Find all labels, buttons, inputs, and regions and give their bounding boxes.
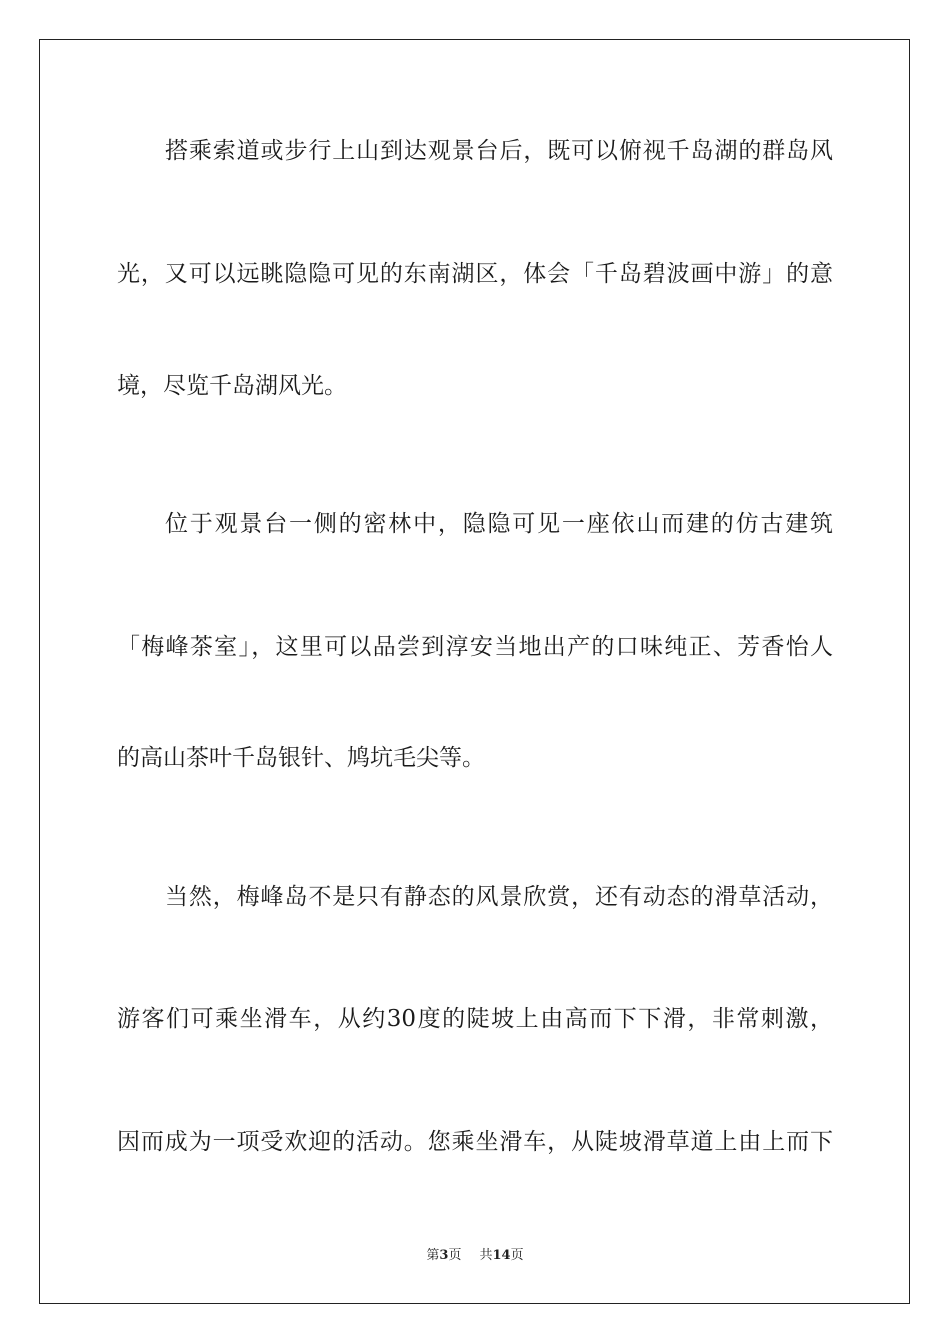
paragraph-2-line-1: 位于观景台一侧的密林中，隐隐可见一座依山而建的仿古建筑 [165, 511, 833, 537]
page-border [39, 39, 910, 1304]
paragraph-1-line-3: 境，尽览千岛湖风光。 [117, 373, 347, 399]
paragraph-1-line-1: 搭乘索道或步行上山到达观景台后，既可以俯视千岛湖的群岛风 [165, 138, 833, 164]
page-footer [0, 1247, 950, 1265]
paragraph-1-line-2: 光，又可以远眺隐隐可见的东南湖区，体会「千岛碧波画中游」的意 [117, 261, 833, 287]
page-number-label: 第3页 [426, 1248, 462, 1263]
paragraph-2-line-3: 的高山茶叶千岛银针、鸠坑毛尖等。 [117, 745, 485, 771]
paragraph-3-line-1: 当然，梅峰岛不是只有静态的风景欣赏，还有动态的滑草活动， [165, 884, 833, 910]
total-pages: 14 [492, 1248, 511, 1263]
total-pages-label: 共14页 [479, 1248, 524, 1263]
paragraph-3-line-2: 游客们可乘坐滑车，从约30度的陡坡上由高而下下滑，非常刺激， [117, 1006, 833, 1032]
page-number: 3 [439, 1248, 449, 1263]
paragraph-3-line-3: 因而成为一项受欢迎的活动。您乘坐滑车，从陡坡滑草道上由上而下 [117, 1129, 833, 1155]
paragraph-2-line-2: 「梅峰茶室」，这里可以品尝到淳安当地出产的口味纯正、芳香怡人 [117, 634, 833, 660]
